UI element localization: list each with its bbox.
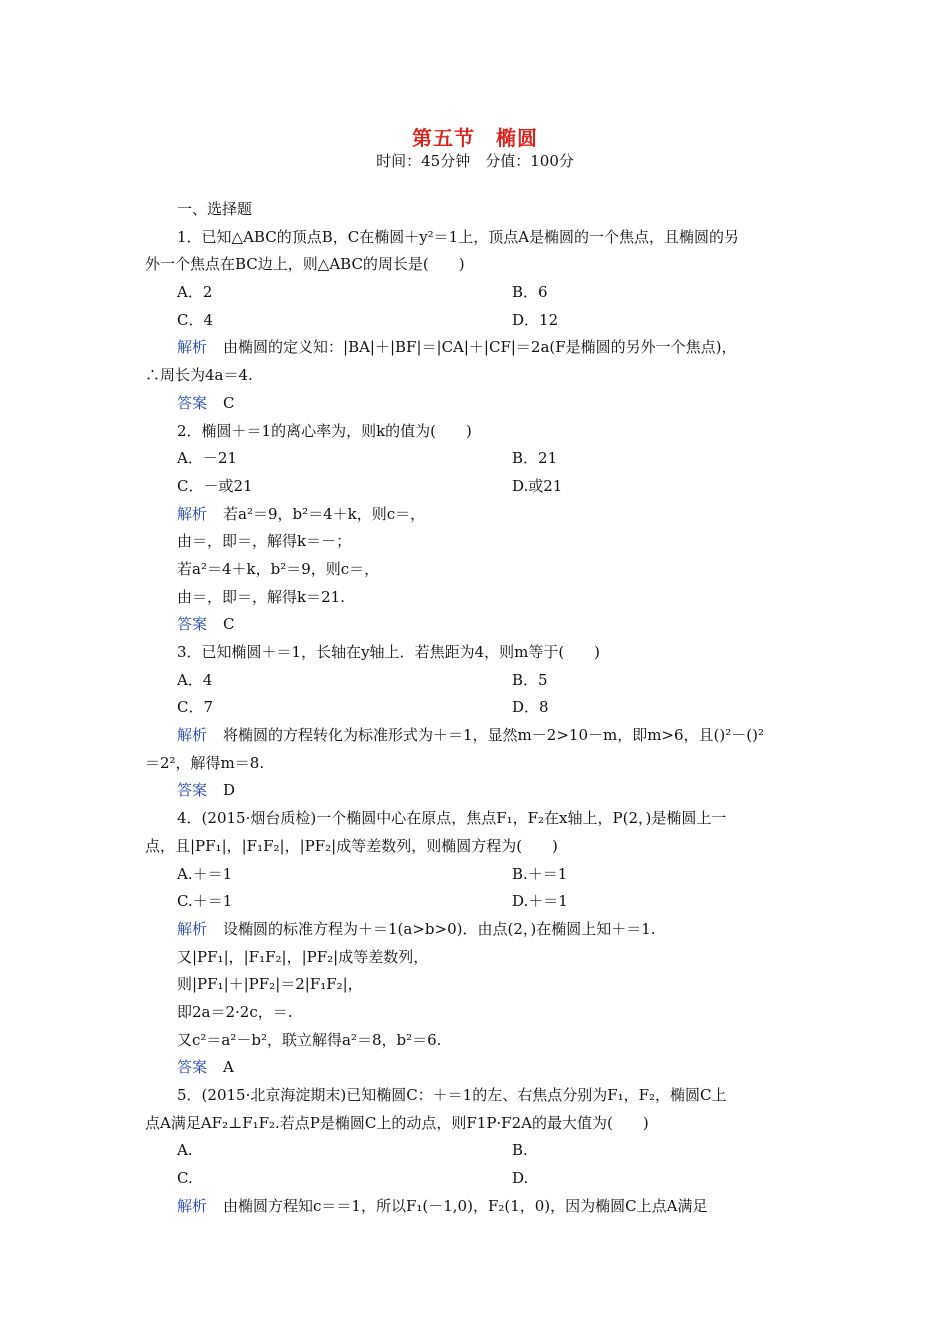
text-line: 1．已知△ABC的顶点B，C在椭圆＋y²＝1上，顶点A是椭圆的一个焦点，且椭圆的另: [177, 227, 740, 246]
option-a: C.＋＝1: [177, 892, 233, 911]
analysis-line: [145, 916, 810, 944]
section-label: 答案: [177, 781, 208, 800]
line-text: 若a²＝9，b²＝4＋k，则c＝，: [223, 504, 426, 523]
option-a: C．7: [177, 698, 214, 717]
text-line: 由＝，即＝，解得k＝21.: [177, 587, 345, 606]
text-line: 点，且|PF₁|，|F₁F₂|，|PF₂|成等差数列，则椭圆方程为( ): [145, 836, 558, 855]
text-line: 外一个焦点在BC边上，则△ABC的周长是( ): [145, 255, 465, 274]
line-text: 由椭圆方程知c＝＝1，所以F₁(－1,0)，F₂(1，0)，因为椭圆C上点A满足: [223, 1196, 708, 1215]
line-text: C: [223, 615, 235, 634]
option-row: [145, 694, 810, 722]
answer-line: [145, 1054, 810, 1082]
text-line: 4．(2015·烟台质检)一个椭圆中心在原点，焦点F₁，F₂在x轴上，P(2，)是椭圆上一: [177, 809, 727, 828]
option-row: [145, 1165, 810, 1193]
section-label: 答案: [177, 393, 208, 412]
option-b: D．8: [512, 698, 549, 717]
text-line: 点A满足AF₂⊥F₁F₂.若点P是椭圆C上的动点，则F1P·F2A的最大值为( ): [145, 1113, 649, 1132]
option-a: A．2: [177, 283, 213, 302]
option-row: [145, 667, 810, 695]
option-row: [145, 279, 810, 307]
section-label: 解析: [177, 504, 208, 523]
section-label: 解析: [177, 1196, 208, 1215]
text-line: ＝2²，解得m＝8.: [145, 753, 265, 772]
text-line: 若a²＝4＋k，b²＝9，则c＝，: [177, 559, 380, 578]
line-text: D: [223, 781, 236, 800]
option-b: B．21: [512, 449, 558, 468]
line-text: 由椭圆的定义知：|BA|＋|BF|＝|CA|＋|CF|＝2a(F是椭圆的另外一个焦点)，: [223, 338, 737, 357]
text-line: 2．椭圆＋＝1的离心率为，则k的值为( ): [177, 421, 472, 440]
page-subtitle: 时间：45分钟 分值：100分: [376, 152, 574, 170]
page-title: 第五节 椭圆: [412, 126, 538, 150]
line-text: 将椭圆的方程转化为标准形式为＋＝1，显然m－2>10－m，即m>6，且()²－()²: [223, 726, 764, 745]
text-line: 3．已知椭圆＋＝1，长轴在y轴上．若焦距为4，则m等于( ): [177, 643, 601, 661]
text-line: 5．(2015·北京海淀期末)已知椭圆C：＋＝1的左、右焦点分别为F₁，F₂，椭圆C上: [177, 1086, 727, 1104]
option-b: D.: [512, 1169, 529, 1188]
option-b: B.: [512, 1141, 528, 1160]
text-line: 又|PF₁|，|F₁F₂|，|PF₂|成等差数列，: [177, 947, 429, 966]
text-line: 即2a＝2·2c，＝.: [177, 1002, 293, 1021]
answer-line: [145, 611, 810, 639]
section-label: 解析: [177, 726, 208, 745]
text-line: 则|PF₁|＋|PF₂|＝2|F₁F₂|，: [177, 975, 363, 994]
section-label: 解析: [177, 338, 208, 357]
analysis-line: [145, 722, 810, 750]
option-b: B．5: [512, 670, 548, 689]
option-a: A．－21: [177, 449, 237, 468]
text-line: ∴周长为4a＝4.: [145, 366, 253, 385]
option-row: [145, 473, 810, 501]
analysis-line: [145, 334, 810, 362]
option-a: C．－或21: [177, 476, 253, 495]
option-a: C.: [177, 1169, 193, 1188]
section-label: 答案: [177, 1058, 208, 1077]
analysis-line: [145, 1193, 810, 1221]
option-row: [145, 888, 810, 916]
answer-line: [145, 777, 810, 805]
option-a: A．4: [177, 670, 213, 689]
line-text: C: [223, 393, 235, 412]
option-row: [145, 307, 810, 335]
text-line: 又c²＝a²－b²，联立解得a²＝8，b²＝6.: [177, 1030, 442, 1049]
section-label: 答案: [177, 615, 208, 634]
section-label: 解析: [177, 919, 208, 938]
option-b: D.＋＝1: [512, 892, 568, 911]
line-text: 设椭圆的标准方程为＋＝1(a>b>0)．由点(2，)在椭圆上知＋＝1.: [223, 919, 656, 938]
option-a: A.＋＝1: [177, 864, 233, 883]
answer-line: [145, 390, 810, 418]
option-row: [145, 445, 810, 473]
option-b: B.＋＝1: [512, 864, 568, 883]
analysis-line: [145, 501, 810, 529]
text-line: 由＝，即＝，解得k＝－；: [177, 532, 352, 551]
text-line: 一、选择题: [177, 200, 253, 218]
document-body: [145, 196, 810, 1220]
option-a: C．4: [177, 310, 214, 329]
option-b: D．12: [512, 310, 559, 329]
option-row: [145, 861, 810, 889]
option-a: A.: [177, 1141, 193, 1160]
option-b: D.或21: [512, 476, 563, 495]
option-b: B．6: [512, 283, 548, 302]
option-row: [145, 1137, 810, 1165]
line-text: A: [223, 1058, 234, 1077]
